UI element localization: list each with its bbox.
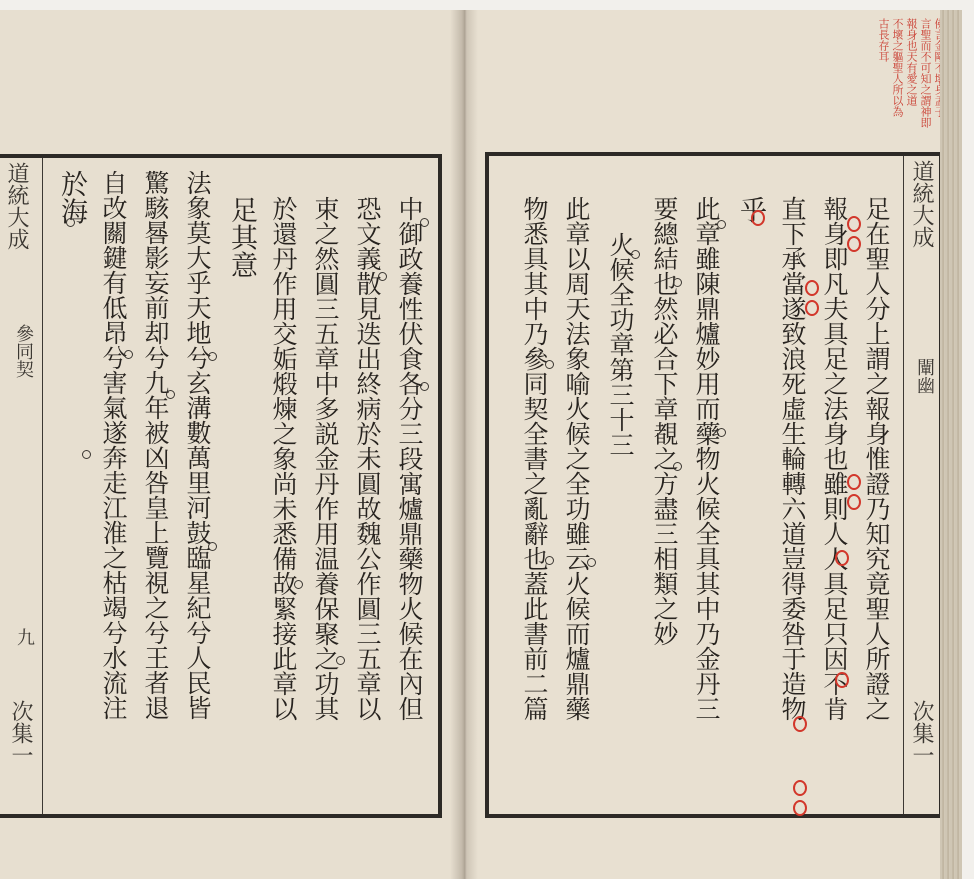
red-circle-mark xyxy=(847,474,861,490)
punctuation-dot xyxy=(166,390,175,399)
text-column: 乎 xyxy=(735,196,766,224)
punctuation-dot xyxy=(631,250,640,259)
section-heading: 火候全功章第三十三 xyxy=(606,232,635,457)
punctuation-dot xyxy=(673,462,682,471)
red-circle-mark xyxy=(793,780,807,796)
text-column: 中御政養性伏食各分三段寓爐鼎藥物火候在內但 xyxy=(395,196,424,721)
text-column: 恐文義散見迭出終病於未圓故魏公作圓三五章以 xyxy=(353,196,382,721)
punctuation-dot xyxy=(420,218,429,227)
chapter-title: 參同契 xyxy=(13,324,34,378)
margin-divider xyxy=(903,156,904,814)
volume-label: 次集一 xyxy=(909,700,934,766)
red-annotation: 報身也天有愛之道 xyxy=(905,18,918,106)
red-annotation: 古長存耳 xyxy=(877,18,890,62)
text-column: 束之然圓三五章中多説金丹作用温養保聚之功其 xyxy=(311,196,340,721)
margin-divider xyxy=(42,158,43,814)
red-circle-mark xyxy=(847,236,861,252)
punctuation-dot xyxy=(673,278,682,287)
page-edges xyxy=(940,10,962,879)
punctuation-dot xyxy=(545,556,554,565)
text-column: 直下承當遂致浪死虛生輪轉六道豈得委咎于造物 xyxy=(778,196,807,721)
book-title: 道統大成 xyxy=(4,162,29,250)
red-circle-mark xyxy=(805,280,819,296)
chapter-title: 闡幽 xyxy=(914,358,935,394)
red-circle-mark xyxy=(793,800,807,816)
punctuation-dot xyxy=(717,428,726,437)
red-circle-mark xyxy=(847,494,861,510)
red-annotation: 言聖而不可知之謂神即 xyxy=(919,18,932,128)
text-column: 足在聖人分上謂之報身惟證乃知究竟聖人所證之 xyxy=(862,196,891,721)
text-column: 於海 xyxy=(56,170,87,225)
punctuation-dot xyxy=(294,580,303,589)
text-column: 法象莫大乎天地兮玄溝數萬里河鼓臨星紀兮人民皆 xyxy=(183,170,212,720)
punctuation-dot xyxy=(545,360,554,369)
volume-label: 次集一 xyxy=(8,700,33,766)
punctuation-dot xyxy=(66,218,75,227)
red-circle-mark xyxy=(805,300,819,316)
punctuation-dot xyxy=(208,542,217,551)
book-gutter xyxy=(450,10,478,879)
book-title: 道統大成 xyxy=(909,160,934,248)
page-number: 九 xyxy=(14,628,35,646)
punctuation-dot xyxy=(420,382,429,391)
red-circle-mark xyxy=(835,672,849,688)
punctuation-dot xyxy=(208,352,217,361)
text-column: 要總結也然必合下章覩之方盡三相類之妙 xyxy=(650,196,679,646)
punctuation-dot xyxy=(82,450,91,459)
text-column: 物悉具其中乃參同契全書之亂辭也蓋此書前二篇 xyxy=(520,196,549,721)
punctuation-dot xyxy=(717,220,726,229)
text-column: 自改關鍵有低昂兮害氣遂奔走江淮之枯竭兮水流注 xyxy=(99,170,128,720)
punctuation-dot xyxy=(378,272,387,281)
right-page xyxy=(463,10,948,879)
text-column: 此章以周天法象喻火候之全功雖云火候而爐鼎藥 xyxy=(562,196,591,721)
red-circle-mark xyxy=(751,210,765,226)
punctuation-dot xyxy=(336,656,345,665)
red-circle-mark xyxy=(835,550,849,566)
left-page xyxy=(0,10,462,879)
punctuation-dot xyxy=(124,350,133,359)
red-circle-mark xyxy=(847,216,861,232)
text-column: 報身即凡夫具足之法身也雖則人人具足只因不肯 xyxy=(820,196,849,721)
punctuation-dot xyxy=(587,558,596,567)
red-annotation: 不壞之軀聖人所以為 xyxy=(891,18,904,117)
text-column: 於還丹作用交姤煅煉之象尚未悉備故緊接此章以 xyxy=(269,196,298,721)
text-column: 足其意 xyxy=(226,196,257,279)
book-spread xyxy=(0,10,962,879)
text-column: 此章雖陳鼎爐妙用而藥物火候全具其中乃金丹三 xyxy=(692,196,721,721)
text-column: 驚駭晷影妄前却兮九年被凶咎皇上覽視之兮王者退 xyxy=(141,170,170,720)
red-circle-mark xyxy=(793,716,807,732)
